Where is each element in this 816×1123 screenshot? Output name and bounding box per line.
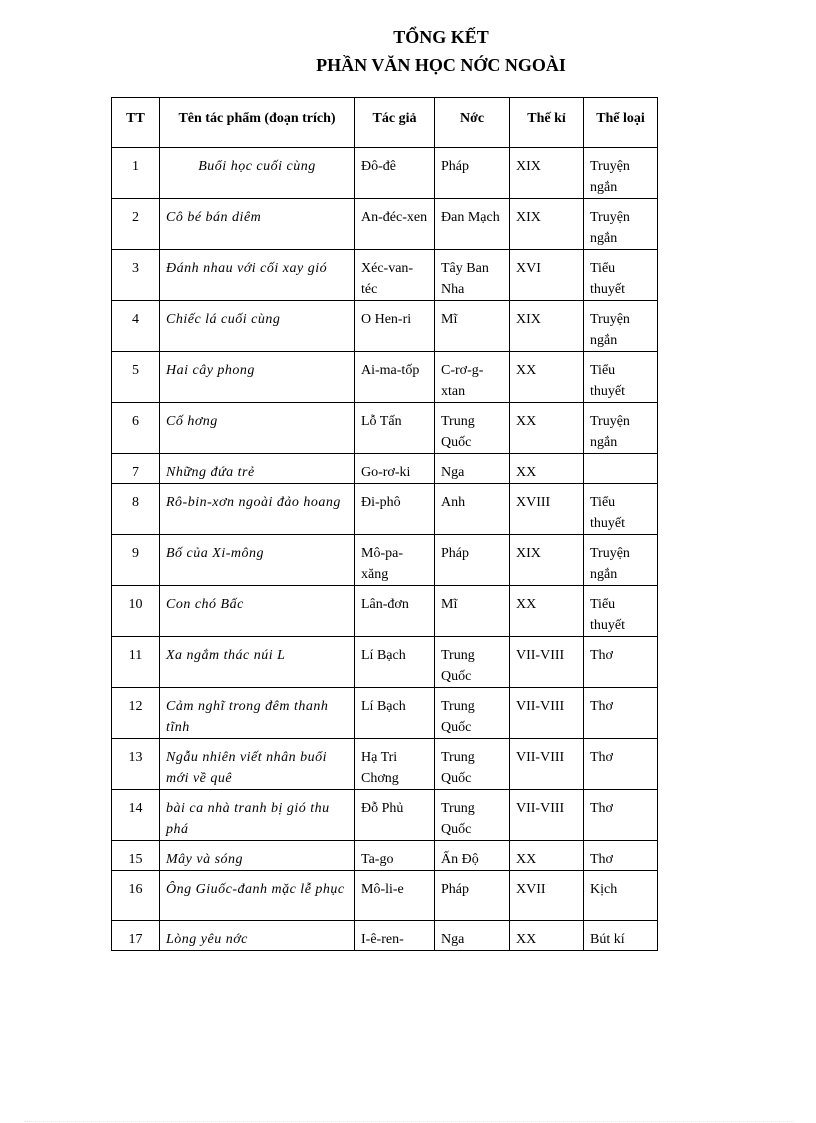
- century: XVIII: [510, 484, 584, 535]
- document-title: TỔNG KẾT: [393, 27, 489, 47]
- work-title: Cảm nghĩ trong đêm thanh tĩnh: [160, 688, 355, 739]
- header-work: Tên tác phẩm (đoạn trích): [160, 98, 355, 148]
- author-name: Ta-go: [355, 841, 435, 871]
- country-name: C-rơ-g-xtan: [435, 352, 510, 403]
- table-row: [112, 871, 658, 921]
- work-title: Đánh nhau với cối xay gió: [160, 250, 355, 301]
- genre: Truyện ngắn: [584, 199, 658, 250]
- century: XX: [510, 586, 584, 637]
- country-name: Anh: [435, 484, 510, 535]
- row-number: 5: [112, 352, 160, 403]
- work-title: Bố của Xi-mông: [160, 535, 355, 586]
- row-number: 17: [112, 921, 160, 951]
- literature-summary-table: [111, 97, 658, 951]
- page-bottom-divider: [24, 1121, 794, 1122]
- table-row: [112, 148, 658, 199]
- century: XX: [510, 403, 584, 454]
- table-row: [112, 841, 658, 871]
- country-name: Nga: [435, 454, 510, 484]
- genre: Thơ: [584, 637, 658, 688]
- work-title: Chiếc lá cuối cùng: [160, 301, 355, 352]
- century: XIX: [510, 199, 584, 250]
- genre: Thơ: [584, 688, 658, 739]
- country-name: Pháp: [435, 871, 510, 921]
- genre: Thơ: [584, 841, 658, 871]
- row-number: 15: [112, 841, 160, 871]
- century: XX: [510, 841, 584, 871]
- header-genre: Thể loại: [584, 98, 658, 148]
- author-name: Xéc-van-téc: [355, 250, 435, 301]
- table-row: [112, 250, 658, 301]
- table-row: [112, 403, 658, 454]
- header-tt: TT: [112, 98, 160, 148]
- century: XIX: [510, 148, 584, 199]
- table-row: [112, 301, 658, 352]
- genre: Thơ: [584, 790, 658, 841]
- work-title: bài ca nhà tranh bị gió thu phá: [160, 790, 355, 841]
- author-name: Lỗ Tấn: [355, 403, 435, 454]
- work-title: Xa ngắm thác núi L: [160, 637, 355, 688]
- work-title: Lòng yêu nớc: [160, 921, 355, 951]
- header-author: Tác giả: [355, 98, 435, 148]
- row-number: 7: [112, 454, 160, 484]
- row-number: 16: [112, 871, 160, 921]
- document-subtitle: PHẦN VĂN HỌC NỚC NGOÀI: [316, 55, 566, 75]
- row-number: 1: [112, 148, 160, 199]
- row-number: 11: [112, 637, 160, 688]
- row-number: 12: [112, 688, 160, 739]
- work-title: Hai cây phong: [160, 352, 355, 403]
- work-title: Ngẫu nhiên viết nhân buổi mới về quê: [160, 739, 355, 790]
- row-number: 6: [112, 403, 160, 454]
- genre: Bút kí: [584, 921, 658, 951]
- genre: Tiểu thuyết: [584, 586, 658, 637]
- author-name: Mô-li-e: [355, 871, 435, 921]
- century: VII-VIII: [510, 739, 584, 790]
- author-name: Đô-đê: [355, 148, 435, 199]
- century: XIX: [510, 535, 584, 586]
- country-name: Pháp: [435, 148, 510, 199]
- table-row: [112, 637, 658, 688]
- country-name: Trung Quốc: [435, 688, 510, 739]
- country-name: Mĩ: [435, 301, 510, 352]
- genre: Tiểu thuyết: [584, 484, 658, 535]
- author-name: Lí Bạch: [355, 688, 435, 739]
- genre: Thơ: [584, 739, 658, 790]
- country-name: Trung Quốc: [435, 790, 510, 841]
- author-name: Lí Bạch: [355, 637, 435, 688]
- table-row: [112, 535, 658, 586]
- author-name: Go-rơ-ki: [355, 454, 435, 484]
- work-title: Mây và sóng: [160, 841, 355, 871]
- country-name: Ấn Độ: [435, 841, 510, 871]
- work-title: Cô bé bán diêm: [160, 199, 355, 250]
- century: VII-VIII: [510, 637, 584, 688]
- century: XX: [510, 921, 584, 951]
- century: VII-VIII: [510, 688, 584, 739]
- work-title: Cố hơng: [160, 403, 355, 454]
- author-name: Hạ Tri Chơng: [355, 739, 435, 790]
- country-name: Trung Quốc: [435, 739, 510, 790]
- genre: Kịch: [584, 871, 658, 921]
- genre: [584, 454, 658, 484]
- author-name: O Hen-ri: [355, 301, 435, 352]
- row-number: 2: [112, 199, 160, 250]
- author-name: Đỗ Phủ: [355, 790, 435, 841]
- author-name: I-ê-ren-: [355, 921, 435, 951]
- work-title: Rô-bin-xơn ngoài đảo hoang: [160, 484, 355, 535]
- genre: Tiểu thuyết: [584, 250, 658, 301]
- country-name: Trung Quốc: [435, 403, 510, 454]
- century: XX: [510, 454, 584, 484]
- country-name: Pháp: [435, 535, 510, 586]
- century: XX: [510, 352, 584, 403]
- table-row: [112, 199, 658, 250]
- country-name: Nga: [435, 921, 510, 951]
- table-row: [112, 739, 658, 790]
- work-title: Con chó Bấc: [160, 586, 355, 637]
- row-number: 13: [112, 739, 160, 790]
- century: VII-VIII: [510, 790, 584, 841]
- table-row: [112, 352, 658, 403]
- table-header-row: [112, 98, 658, 148]
- row-number: 4: [112, 301, 160, 352]
- table-row: [112, 586, 658, 637]
- author-name: Đi-phô: [355, 484, 435, 535]
- genre: Truyện ngắn: [584, 535, 658, 586]
- country-name: Tây Ban Nha: [435, 250, 510, 301]
- country-name: Đan Mạch: [435, 199, 510, 250]
- row-number: 8: [112, 484, 160, 535]
- genre: Truyện ngắn: [584, 301, 658, 352]
- country-name: Mĩ: [435, 586, 510, 637]
- row-number: 3: [112, 250, 160, 301]
- century: XIX: [510, 301, 584, 352]
- genre: Truyện ngắn: [584, 148, 658, 199]
- work-title: Những đứa trẻ: [160, 454, 355, 484]
- author-name: An-đéc-xen: [355, 199, 435, 250]
- century: XVII: [510, 871, 584, 921]
- row-number: 14: [112, 790, 160, 841]
- row-number: 10: [112, 586, 160, 637]
- table-row: [112, 454, 658, 484]
- table-row: [112, 688, 658, 739]
- author-name: Mô-pa-xăng: [355, 535, 435, 586]
- header-country: Nớc: [435, 98, 510, 148]
- country-name: Trung Quốc: [435, 637, 510, 688]
- genre: Truyện ngắn: [584, 403, 658, 454]
- author-name: Lân-đơn: [355, 586, 435, 637]
- row-number: 9: [112, 535, 160, 586]
- table-row: [112, 921, 658, 951]
- work-title: Buổi học cuối cùng: [160, 148, 355, 199]
- author-name: Ai-ma-tốp: [355, 352, 435, 403]
- table-row: [112, 790, 658, 841]
- work-title: Ông Giuốc-đanh mặc lễ phục: [160, 871, 355, 921]
- table-row: [112, 484, 658, 535]
- century: XVI: [510, 250, 584, 301]
- header-century: Thế kỉ: [510, 98, 584, 148]
- genre: Tiểu thuyết: [584, 352, 658, 403]
